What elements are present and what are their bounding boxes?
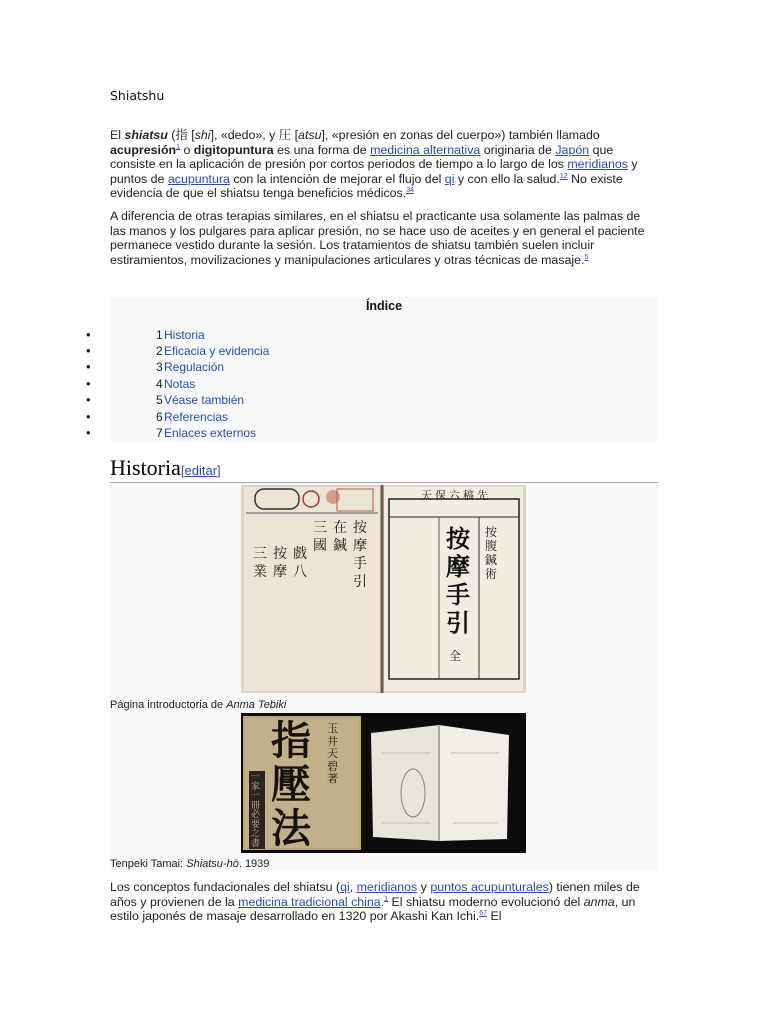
intro-paragraph: El shiatsu (指 [shi], «dedo», y 圧 [atsu], «presión en zonas del cuerpo») también llamado acupresión$^1$ o digitopuntura es una forma de medicina alternativa originaria de Japón que consiste en la aplicación de presión por cortos periodos de tiempo a lo largo de los meridianos y puntos de acupuntura con la intención de mejorar el flujo del qi y con ello la salud.$^{12}$ No existe evidencia de que el shiatsu tenga beneficios médicos.$^{34}$ [110, 128, 638, 201]
link-meridianos[interactable]: meridianos [567, 157, 628, 172]
toc-item-historia[interactable] [86, 327, 710, 344]
bullet-icon: • [86, 343, 91, 358]
bullet-icon: • [86, 425, 91, 440]
link-medicina-tradicional-china[interactable]: medicina tradicional china [238, 894, 381, 909]
bullet-icon: • [86, 376, 91, 391]
toc-number: 2 [156, 344, 163, 358]
term-anma: anma [583, 894, 615, 909]
page-title: Shiatshu [110, 88, 165, 103]
right-page-header: 天保六稿先 [421, 489, 491, 502]
toc-link[interactable]: Notas [164, 377, 196, 391]
toc-item-regulacion[interactable] [86, 359, 710, 376]
technique-paragraph: A diferencia de otras terapias similares, en el shiatsu el practicante usa solamente las palmas de las manos y los pulgares para aplicar presión, no se hace uso de aceites y en general el paciente permanece vestido durante la sesión. Los tratamientos de shiatsu también suelen incluir estiramientos, movilizaciones y manipulaciones articulares y otras técnicas de masaje.$^5$ [110, 209, 645, 267]
right-page-subtitle: 按腹 鍼術 [485, 525, 498, 581]
history-paragraph: Los conceptos fundacionales del shiatsu (qi, meridianos y puntos acupunturales) tienen miles de años y provienen de la medicina tradicional china.$^1$ El shiatsu moderno evolucionó del anma, un estilo japonés de masaje desarrollado en 1320 por Akashi Kan Ichi.$^{67}$ El [110, 880, 640, 924]
table-of-contents [86, 297, 658, 442]
cover-band: 一家一冊必要之書 [251, 772, 261, 849]
term-digitopuntura: digitopuntura [193, 142, 274, 157]
edit-section: [editar] [180, 463, 221, 478]
figure-caption-shiatsu-ho: Tenpeki Tamai: Shiatsu-hō. 1939 [110, 858, 270, 870]
toc-link[interactable]: Historia [164, 328, 205, 342]
left-page-column: 戲八 [293, 546, 307, 580]
left-page-column: 按摩手引 [353, 520, 367, 590]
link-japon[interactable]: Japón [555, 142, 590, 157]
toc-number: 5 [156, 393, 163, 407]
edit-link[interactable]: editar [184, 463, 218, 478]
anma-tebiki-image[interactable] [241, 485, 526, 693]
toc-item-vease-tambien[interactable] [86, 392, 710, 409]
bullet-icon: • [86, 409, 91, 424]
link-puntos-acupunturales[interactable]: puntos acupunturales [430, 880, 549, 894]
term-acupresion: acupresión [110, 142, 177, 157]
left-page-column: 三業 [253, 546, 267, 580]
toc-item-eficacia[interactable] [86, 343, 710, 360]
toc-item-notas[interactable] [86, 376, 710, 393]
toc-link[interactable]: Véase también [164, 393, 245, 407]
term-shiatsu: shiatsu [124, 128, 168, 142]
ref-link[interactable]: 1 [176, 143, 181, 151]
bullet-icon: • [86, 327, 91, 342]
ref-link[interactable]: 34 [406, 187, 414, 195]
toc-number: 1 [156, 328, 163, 342]
section-heading-historia: Historia[editar] [110, 455, 658, 483]
shiatsu-ho-image[interactable] [241, 713, 526, 853]
ref-link[interactable]: 12 [559, 172, 568, 180]
figure-caption-anma-tebiki: Página introductoria de Anma Tebiki [110, 699, 287, 711]
bullet-icon: • [86, 359, 91, 374]
ref-link[interactable]: 5 [584, 253, 589, 261]
cover-author: 玉井天碧著 [327, 722, 338, 785]
left-page-column: 三國 [313, 520, 327, 554]
toc-link[interactable]: Eficacia y evidencia [164, 344, 270, 358]
toc-link[interactable]: Referencias [164, 410, 229, 424]
toc-number: 4 [156, 377, 163, 391]
toc-number: 6 [156, 410, 163, 424]
ref-link[interactable]: 67 [479, 910, 487, 918]
bullet-icon: • [86, 392, 91, 407]
link-medicina-alternativa[interactable]: medicina alternativa [370, 142, 481, 157]
link-qi[interactable]: qi [340, 880, 350, 894]
ref-link[interactable]: 1 [384, 895, 389, 903]
left-page-column: 在鍼 [333, 520, 347, 554]
right-page-title: 按摩手引 [446, 525, 470, 637]
toc-item-enlaces-externos[interactable] [86, 425, 710, 442]
toc-title: Índice [365, 299, 403, 313]
cover-title: 指壓法 [271, 718, 311, 852]
toc-link[interactable]: Regulación [164, 360, 225, 374]
link-meridianos[interactable]: meridianos [356, 880, 418, 894]
toc-number: 7 [156, 426, 163, 440]
toc-link[interactable]: Enlaces externos [164, 426, 257, 440]
link-qi[interactable]: qi [444, 171, 455, 186]
toc-number: 3 [156, 360, 163, 374]
link-acupuntura[interactable]: acupuntura [167, 171, 230, 186]
toc-item-referencias[interactable] [86, 409, 710, 426]
right-page-mark: 全 [449, 649, 462, 663]
left-page-column: 按摩 [273, 546, 287, 580]
